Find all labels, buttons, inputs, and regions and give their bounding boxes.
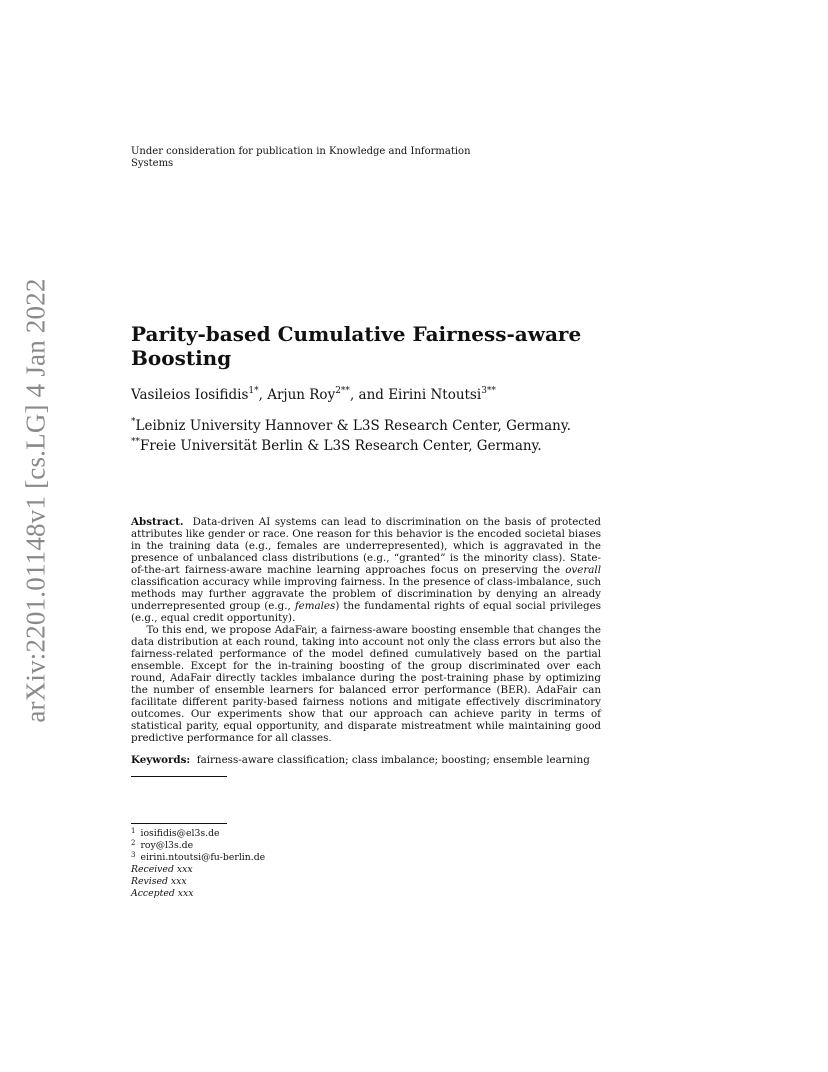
abstract-emphasis: females xyxy=(294,600,336,612)
footnote-email: roy@l3s.de xyxy=(140,840,194,851)
accepted-note: Accepted xxx xyxy=(131,888,194,899)
footnote-email: eirini.ntoutsi@fu-berlin.de xyxy=(140,852,266,863)
affiliations xyxy=(131,416,601,456)
section-rule xyxy=(131,776,227,777)
author-separator: , and xyxy=(349,387,389,403)
abstract xyxy=(131,516,601,744)
footnote xyxy=(131,840,601,852)
revised-note: Revised xxx xyxy=(131,876,187,887)
author-list xyxy=(131,386,601,404)
footnote-mark: 1 xyxy=(131,827,136,835)
author-marks: 2** xyxy=(335,386,350,396)
footnote xyxy=(131,828,601,840)
footnote-mark: 2 xyxy=(131,839,136,847)
abstract-text: ) the fundamental rights of equal social privileges (e.g., equal credit opportunity). xyxy=(131,600,601,624)
abstract-label: Abstract. xyxy=(131,516,184,528)
arxiv-identifier xyxy=(16,277,56,723)
affiliation-mark: ** xyxy=(131,437,140,447)
abstract-emphasis: overall xyxy=(565,564,601,576)
abstract-paragraph xyxy=(131,516,601,624)
affiliation-text: Leibniz University Hannover & L3S Research Center, Germany. xyxy=(135,418,571,434)
footnotes xyxy=(131,828,601,900)
author-marks: 1* xyxy=(248,386,259,396)
publication-note: Under consideration for publication in Knowledge and Information Systems xyxy=(131,146,471,169)
affiliation-text: Freie Universität Berlin & L3S Research Center, Germany. xyxy=(140,438,542,454)
author-name: Arjun Roy xyxy=(267,387,336,403)
affiliation-line xyxy=(131,436,601,456)
author-name: Vasileios Iosifidis xyxy=(131,387,249,403)
keywords-text: fairness-aware classification; class imbalance; boosting; ensemble learning xyxy=(196,754,590,766)
affiliation-mark: * xyxy=(131,417,136,427)
abstract-text: Data-driven AI systems can lead to discrimination on the basis of protected attributes like gender or race. One reason for this behavior is the encoded societal biases in the training data (e.g., females are underrepresented), which is aggravated in the presence of unbalanced class distributions (e.g., “granted” is the minority class). State-of-the-art fairness-aware machine learning approaches focus on preserving the xyxy=(131,516,601,576)
author-separator: , xyxy=(258,387,268,403)
footnote-mark: 3 xyxy=(131,851,136,859)
abstract-text: classification accuracy while improving fairness. In the presence of class-imbalance, such methods may further aggravate the problem of discrimination by denying an already underrepresented group (e.g., xyxy=(131,576,601,612)
arxiv-identifier-text: arXiv:2201.01148v1 [cs.LG] 4 Jan 2022 xyxy=(20,277,51,723)
received-note: Received xxx xyxy=(131,864,193,875)
keywords xyxy=(131,754,601,766)
paper-first-page xyxy=(131,146,601,900)
abstract-paragraph: To this end, we propose AdaFair, a fairness-aware boosting ensemble that changes the data distribution at each round, taking into account not only the class errors but also the fairness-related performance of the model defined cumulatively based on the partial ensemble. Except for the in-training boosting of the group discriminated over each round, AdaFair directly tackles imbalance during the post-training phase by optimizing the number of ensemble learners for balanced error performance (BER). AdaFair can facilitate different parity-based fairness notions and mitigate effectively discriminatory outcomes. Our experiments show that our approach can achieve parity in terms of statistical parity, equal opportunity, and disparate mistreatment while maintaining good predictive performance for all classes. xyxy=(131,624,601,744)
paper-title: Parity-based Cumulative Fairness-aware Boosting xyxy=(131,322,582,370)
footnote-rule xyxy=(131,823,227,824)
author-marks: 3** xyxy=(481,386,496,396)
footnote-email: iosifidis@el3s.de xyxy=(140,828,220,839)
footnote xyxy=(131,852,601,864)
author-name: Eirini Ntoutsi xyxy=(388,387,482,403)
affiliation-line xyxy=(131,416,601,436)
keywords-label: Keywords: xyxy=(131,754,191,766)
